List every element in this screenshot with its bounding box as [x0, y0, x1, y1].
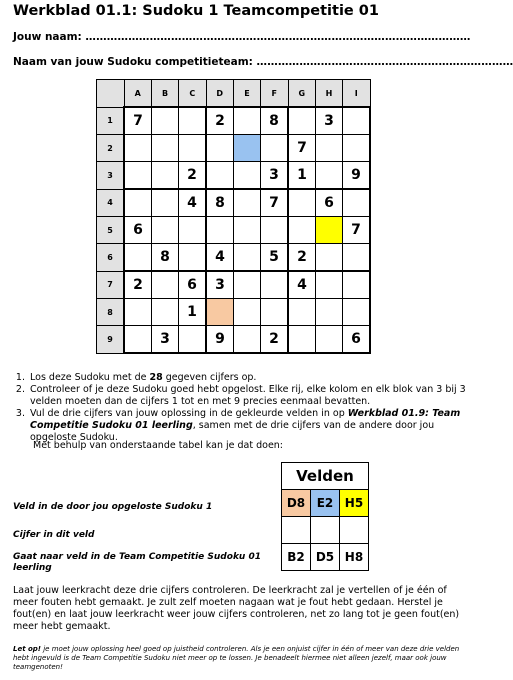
- sudoku-cell-g2[interactable]: 7: [288, 135, 316, 162]
- sudoku-cell-g6[interactable]: 2: [288, 244, 316, 272]
- column-header-b: B: [152, 80, 179, 108]
- warning-note: Let op! je moet jouw oplossing heel goed op juistheid controleren. Als je een onjuist cijfer in één of meer van deze drie velden hebt ingevuld is de Team Competitie Sudoku niet meer op te lossen. Je benadeelt hiermee niet alleen jezelf, maar ook jouw teamgenoten!: [13, 645, 460, 671]
- sudoku-cell-g8[interactable]: [288, 299, 316, 326]
- column-header-e: E: [234, 80, 261, 108]
- sudoku-cell-c4[interactable]: 4: [179, 189, 207, 217]
- sudoku-cell-a3[interactable]: [124, 162, 152, 190]
- row-header-1: 1: [97, 107, 125, 135]
- sudoku-cell-b5[interactable]: [152, 217, 179, 244]
- sudoku-cell-c7[interactable]: 6: [179, 271, 207, 299]
- name-label: Jouw naam:: [13, 31, 82, 43]
- row-header-6: 6: [97, 244, 125, 272]
- column-header-h: H: [316, 80, 343, 108]
- cijfer-cell[interactable]: [282, 517, 311, 544]
- sudoku-cell-a9[interactable]: [124, 326, 152, 354]
- sudoku-cell-c9[interactable]: [179, 326, 207, 354]
- sudoku-cell-f4[interactable]: 7: [261, 189, 289, 217]
- sudoku-cell-e8[interactable]: [234, 299, 261, 326]
- sudoku-cell-d9[interactable]: 9: [206, 326, 234, 354]
- column-header-a: A: [124, 80, 152, 108]
- row-header-2: 2: [97, 135, 125, 162]
- row-header-7: 7: [97, 271, 125, 299]
- sudoku-cell-b1[interactable]: [152, 107, 179, 135]
- sudoku-cell-f1[interactable]: 8: [261, 107, 289, 135]
- sudoku-cell-a7[interactable]: 2: [124, 271, 152, 299]
- sudoku-cell-i5[interactable]: 7: [343, 217, 371, 244]
- instruction-1: 1. Los deze Sudoku met de 28 gegeven cijfers op.: [28, 372, 476, 384]
- grid-corner: [97, 80, 125, 108]
- sudoku-cell-b6[interactable]: 8: [152, 244, 179, 272]
- row-header-3: 3: [97, 162, 125, 190]
- sudoku-cell-a1[interactable]: 7: [124, 107, 152, 135]
- row-label-cijfer: Cijfer in dit veld: [13, 530, 95, 540]
- column-header-d: D: [206, 80, 234, 108]
- sudoku-cell-c8[interactable]: 1: [179, 299, 207, 326]
- row-header-9: 9: [97, 326, 125, 354]
- sudoku-cell-h7[interactable]: [316, 271, 343, 299]
- sudoku-cell-f3[interactable]: 3: [261, 162, 289, 190]
- sudoku-cell-i3[interactable]: 9: [343, 162, 371, 190]
- sudoku-cell-h8[interactable]: [316, 299, 343, 326]
- row-header-8: 8: [97, 299, 125, 326]
- column-header-g: G: [288, 80, 316, 108]
- sudoku-cell-h6[interactable]: [316, 244, 343, 272]
- name-line: [13, 31, 471, 43]
- sudoku-cell-i2[interactable]: [343, 135, 371, 162]
- sudoku-cell-f7[interactable]: [261, 271, 289, 299]
- sudoku-cell-e9[interactable]: [234, 326, 261, 354]
- sudoku-cell-i1[interactable]: [343, 107, 371, 135]
- sudoku-cell-e2[interactable]: [234, 135, 261, 162]
- sudoku-cell-c6[interactable]: [179, 244, 207, 272]
- row-header-4: 4: [97, 189, 125, 217]
- sudoku-cell-d6[interactable]: 4: [206, 244, 234, 272]
- sudoku-cell-h2[interactable]: [316, 135, 343, 162]
- veld-cell: E2: [311, 490, 340, 517]
- team-label: Naam van jouw Sudoku competitieteam:: [13, 56, 253, 68]
- sudoku-cell-e7[interactable]: [234, 271, 261, 299]
- sudoku-cell-b2[interactable]: [152, 135, 179, 162]
- sudoku-cell-b7[interactable]: [152, 271, 179, 299]
- footer-paragraph: Laat jouw leerkracht deze drie cijfers controleren. De leerkracht zal je vertellen of je één of meer fouten hebt gemaakt. Je zult zelf moeten nagaan wat je fout hebt gedaan. Herstel je fout(en) en laat jouw leerkracht weer jouw cijfers controleren, net zo lang tot je geen fout(en) meer hebt gemaakt.: [13, 585, 460, 632]
- sudoku-cell-f2[interactable]: [261, 135, 289, 162]
- sudoku-cell-b8[interactable]: [152, 299, 179, 326]
- sudoku-cell-f6[interactable]: 5: [261, 244, 289, 272]
- row-label-veld: Veld in de door jou opgeloste Sudoku 1: [13, 502, 213, 512]
- sudoku-cell-b4[interactable]: [152, 189, 179, 217]
- team-input-dots[interactable]: ………………………………………………………………: [256, 56, 513, 68]
- sudoku-cell-g4[interactable]: [288, 189, 316, 217]
- row-header-5: 5: [97, 217, 125, 244]
- sudoku-cell-f8[interactable]: [261, 299, 289, 326]
- sudoku-cell-d4[interactable]: 8: [206, 189, 234, 217]
- column-header-f: F: [261, 80, 289, 108]
- sudoku-cell-h9[interactable]: [316, 326, 343, 354]
- sudoku-cell-e5[interactable]: [234, 217, 261, 244]
- target-cell: B2: [282, 544, 311, 571]
- sudoku-cell-a6[interactable]: [124, 244, 152, 272]
- sudoku-cell-h3[interactable]: [316, 162, 343, 190]
- target-cell: D5: [311, 544, 340, 571]
- sudoku-cell-a4[interactable]: [124, 189, 152, 217]
- sudoku-cell-d2[interactable]: [206, 135, 234, 162]
- sudoku-cell-i4[interactable]: [343, 189, 371, 217]
- worksheet-title: Werkblad 01.1: Sudoku 1 Teamcompetitie 01: [13, 3, 379, 19]
- sudoku-cell-a2[interactable]: [124, 135, 152, 162]
- sudoku-cell-d8[interactable]: [206, 299, 234, 326]
- sudoku-cell-i9[interactable]: 6: [343, 326, 371, 354]
- velden-header: Velden: [282, 463, 369, 490]
- sudoku-cell-b3[interactable]: [152, 162, 179, 190]
- sudoku-cell-e3[interactable]: [234, 162, 261, 190]
- sudoku-cell-i7[interactable]: [343, 271, 371, 299]
- instruction-list: [14, 372, 476, 444]
- sudoku-cell-a8[interactable]: [124, 299, 152, 326]
- sudoku-cell-i8[interactable]: [343, 299, 371, 326]
- sudoku-cell-d5[interactable]: [206, 217, 234, 244]
- target-cell: H8: [340, 544, 369, 571]
- column-header-i: I: [343, 80, 371, 108]
- sudoku-cell-d1[interactable]: 2: [206, 107, 234, 135]
- sudoku-grid: [96, 79, 371, 354]
- sudoku-cell-d3[interactable]: [206, 162, 234, 190]
- sudoku-cell-g1[interactable]: [288, 107, 316, 135]
- row-label-gaat-naar: Gaat naar veld in de Team Competitie Sudoku 01 leerling: [13, 552, 261, 573]
- sudoku-cell-c2[interactable]: [179, 135, 207, 162]
- sudoku-cell-h1[interactable]: 3: [316, 107, 343, 135]
- sudoku-cell-f9[interactable]: 2: [261, 326, 289, 354]
- cijfer-cell[interactable]: [340, 517, 369, 544]
- column-header-c: C: [179, 80, 207, 108]
- veld-cell: H5: [340, 490, 369, 517]
- sudoku-cell-i6[interactable]: [343, 244, 371, 272]
- sudoku-cell-c3[interactable]: 2: [179, 162, 207, 190]
- sudoku-cell-c1[interactable]: [179, 107, 207, 135]
- sudoku-cell-e4[interactable]: [234, 189, 261, 217]
- team-line: [13, 56, 513, 68]
- sudoku-cell-g7[interactable]: 4: [288, 271, 316, 299]
- sudoku-cell-e6[interactable]: [234, 244, 261, 272]
- sudoku-cell-b9[interactable]: 3: [152, 326, 179, 354]
- sudoku-cell-a5[interactable]: 6: [124, 217, 152, 244]
- sudoku-cell-g5[interactable]: [288, 217, 316, 244]
- sudoku-cell-e1[interactable]: [234, 107, 261, 135]
- instruction-3: 3. Vul de drie cijfers van jouw oplossing in de gekleurde velden in op Werkblad 01.9: Team Competitie Sudoku 01 leerling, samen met de drie cijfers van de andere door jou opgeloste Sudoku.: [28, 408, 476, 444]
- instruction-2: 2. Controleer of je deze Sudoku goed hebt opgelost. Elke rij, elke kolom en elk blok van 3 bij 3 velden moeten dan de cijfers 1 tot en met 9 precies eenmaal bevatten.: [28, 384, 476, 408]
- veld-cell: D8: [282, 490, 311, 517]
- helper-text: Met behulp van onderstaande tabel kan je dat doen:: [33, 440, 284, 451]
- name-input-dots[interactable]: ………………………………………………………………………………………………: [85, 31, 471, 43]
- sudoku-cell-f5[interactable]: [261, 217, 289, 244]
- sudoku-cell-d7[interactable]: 3: [206, 271, 234, 299]
- velden-table: [281, 462, 369, 571]
- sudoku-cell-h4[interactable]: 6: [316, 189, 343, 217]
- sudoku-cell-g9[interactable]: [288, 326, 316, 354]
- sudoku-cell-c5[interactable]: [179, 217, 207, 244]
- sudoku-cell-h5[interactable]: [316, 217, 343, 244]
- sudoku-cell-g3[interactable]: 1: [288, 162, 316, 190]
- cijfer-cell[interactable]: [311, 517, 340, 544]
